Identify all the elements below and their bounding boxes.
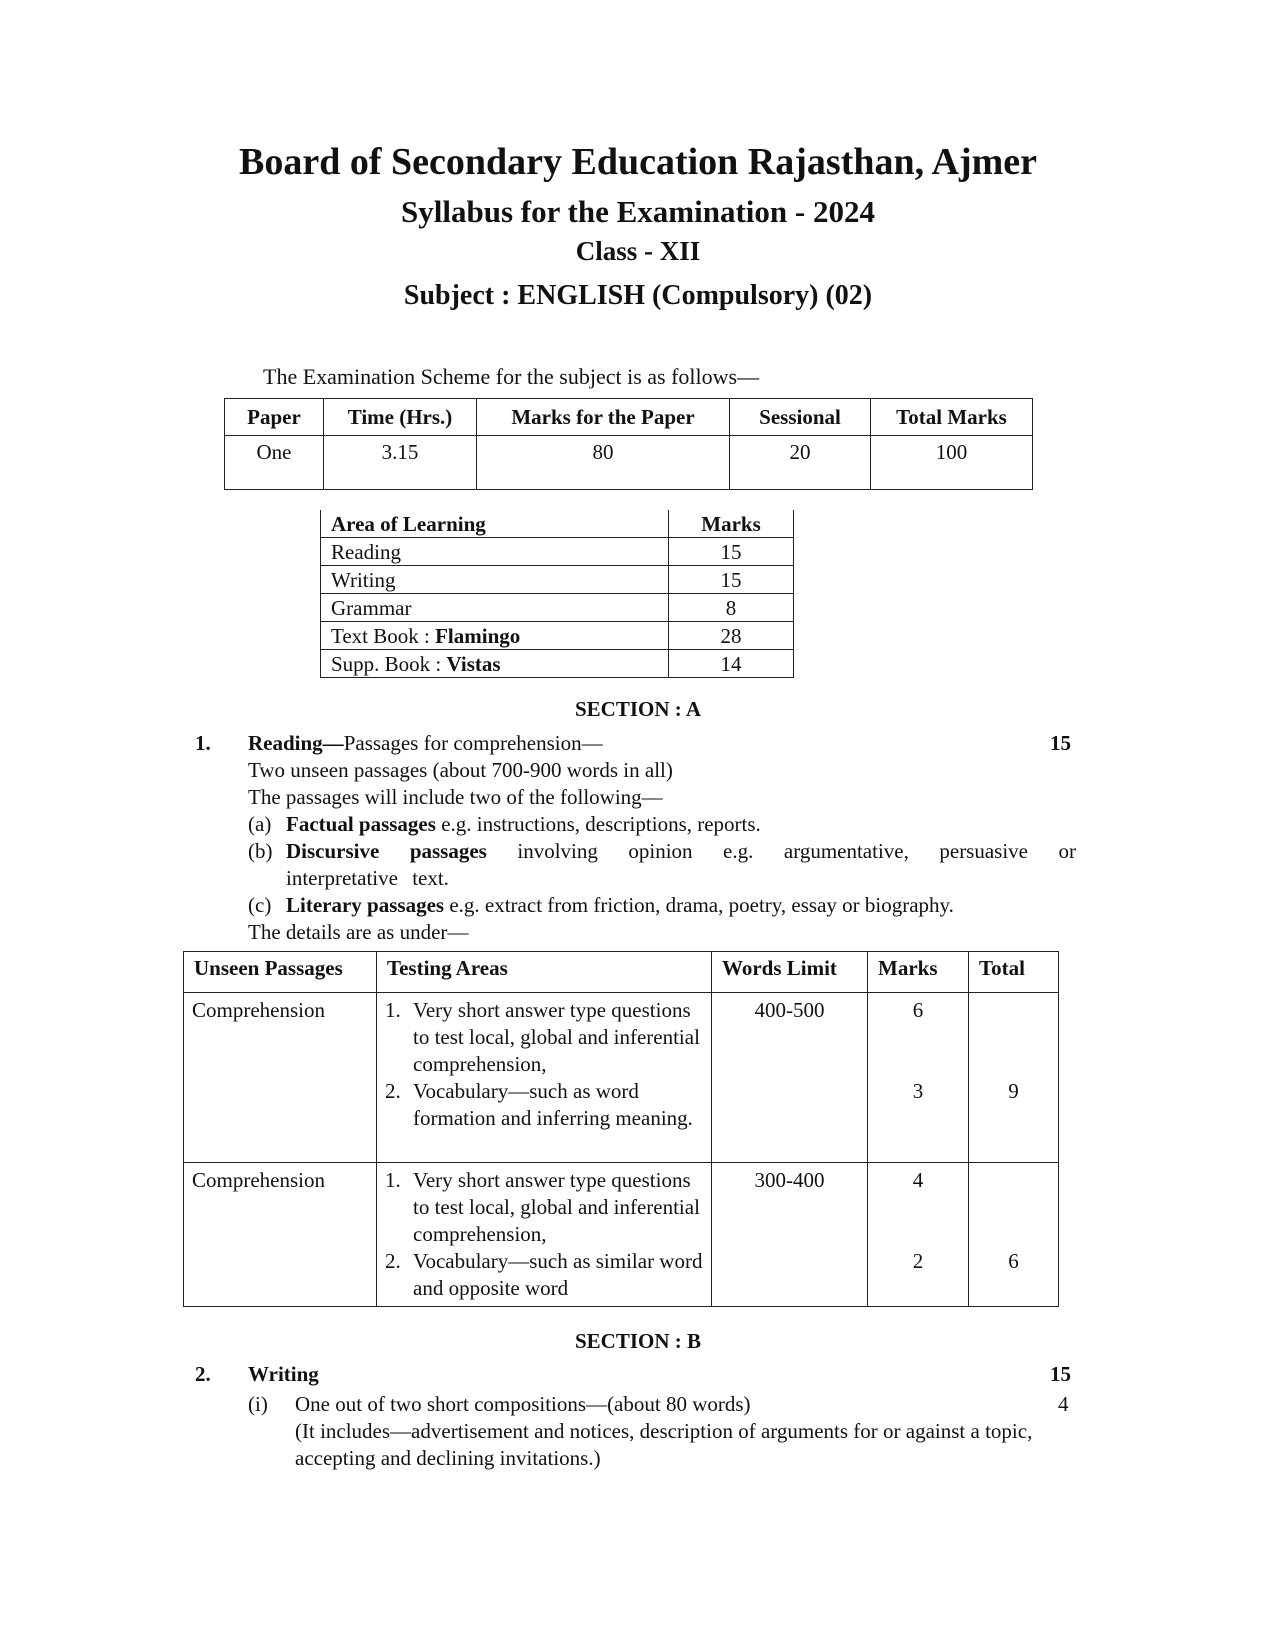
section-a-line: Two unseen passages (about 700-900 words in all) (248, 758, 673, 782)
passages-header-cell: Total (969, 952, 1059, 993)
section-a-marks: 15 (1050, 731, 1071, 755)
areas-area: Writing (321, 566, 669, 594)
areas-area: Supp. Book : Vistas (321, 650, 669, 678)
section-a-title: SECTION : A (574, 697, 702, 721)
subject-title: Subject : ENGLISH (Compulsory) (02) (403, 280, 873, 311)
section-a-number: 1. (195, 731, 211, 755)
areas-row (321, 650, 794, 678)
passages-header-cell: Words Limit (712, 952, 868, 993)
section-b-item-marks: 4 (1058, 1392, 1069, 1416)
scheme-header-row (225, 399, 1033, 436)
scheme-header-cell: Marks for the Paper (477, 399, 730, 436)
list-label: (c) (248, 893, 272, 917)
passages-table (183, 951, 1059, 1307)
passages-header-cell: Unseen Passages (184, 952, 377, 993)
list-item: Factual passages e.g. instructions, descriptions, reports. (286, 812, 761, 836)
passages-header-cell: Marks (868, 952, 969, 993)
scheme-header-cell: Total Marks (871, 399, 1033, 436)
areas-marks: 15 (669, 538, 794, 566)
scheme-intro: The Examination Scheme for the subject is as follows— (263, 364, 760, 389)
passages-row (184, 1163, 1059, 1307)
areas-marks: 15 (669, 566, 794, 594)
scheme-table (224, 398, 1033, 490)
areas-header-area: Area of Learning (321, 510, 669, 538)
areas-table (320, 510, 794, 678)
areas-marks: 28 (669, 622, 794, 650)
areas-header-row (321, 510, 794, 538)
areas-row (321, 594, 794, 622)
section-b-marks: 15 (1050, 1362, 1071, 1386)
list-label: (b) (248, 839, 273, 863)
list-label: (a) (248, 812, 272, 836)
scheme-cell: One (225, 436, 324, 490)
scheme-header-cell: Sessional (730, 399, 871, 436)
section-b-heading: Writing (248, 1362, 319, 1386)
words-limit: 300-400 (712, 1163, 868, 1307)
list-label: (i) (248, 1392, 268, 1416)
scheme-cell: 20 (730, 436, 871, 490)
areas-area: Reading (321, 538, 669, 566)
areas-header-marks: Marks (669, 510, 794, 538)
passage-type: Comprehension (184, 993, 377, 1163)
words-limit: 400-500 (712, 993, 868, 1163)
marks-cell: 4 2 (868, 1163, 969, 1307)
marks-cell: 6 3 (868, 993, 969, 1163)
list-item: Literary passages e.g. extract from friction, drama, poetry, essay or biography. (286, 893, 954, 917)
areas-row (321, 566, 794, 594)
scheme-cell: 100 (871, 436, 1033, 490)
section-b-item: One out of two short compositions—(about 80 words) (295, 1392, 751, 1416)
section-b-title: SECTION : B (574, 1329, 702, 1353)
passages-header-row (184, 952, 1059, 993)
total-cell: 9 (969, 993, 1059, 1163)
section-a-line: The passages will include two of the following— (248, 785, 663, 809)
scheme-header-cell: Time (Hrs.) (324, 399, 477, 436)
testing-areas: 1. Very short answer type questions to test local, global and inferential comprehension, 2. Vocabulary—such as similar word and opposite word (377, 1163, 712, 1307)
areas-row (321, 538, 794, 566)
syllabus-title: Syllabus for the Examination - 2024 (401, 194, 875, 229)
passages-header-cell: Testing Areas (377, 952, 712, 993)
list-item: Discursive passages involving opinion e.g. argumentative, persuasive or interpretative text. (286, 839, 1077, 890)
section-a-line: The details are as under— (248, 920, 469, 944)
testing-areas: 1. Very short answer type questions to test local, global and inferential comprehension, 2. Vocabulary—such as word formation and inferring meaning. (377, 993, 712, 1163)
section-b-note: (It includes—advertisement and notices, description of arguments for or against a topic, accepting and declining invitations.) (295, 1419, 1033, 1470)
scheme-header-cell: Paper (225, 399, 324, 436)
total-cell: 6 (969, 1163, 1059, 1307)
scheme-row (225, 436, 1033, 490)
board-title: Board of Secondary Education Rajasthan, Ajmer (238, 141, 1038, 183)
passages-row (184, 993, 1059, 1163)
section-a-heading: Reading—Passages for comprehension— (248, 731, 603, 755)
areas-marks: 14 (669, 650, 794, 678)
scheme-cell: 3.15 (324, 436, 477, 490)
areas-row (321, 622, 794, 650)
scheme-cell: 80 (477, 436, 730, 490)
passage-type: Comprehension (184, 1163, 377, 1307)
section-b-number: 2. (195, 1362, 211, 1386)
areas-area: Grammar (321, 594, 669, 622)
areas-marks: 8 (669, 594, 794, 622)
areas-area: Text Book : Flamingo (321, 622, 669, 650)
class-title: Class - XII (575, 236, 701, 266)
